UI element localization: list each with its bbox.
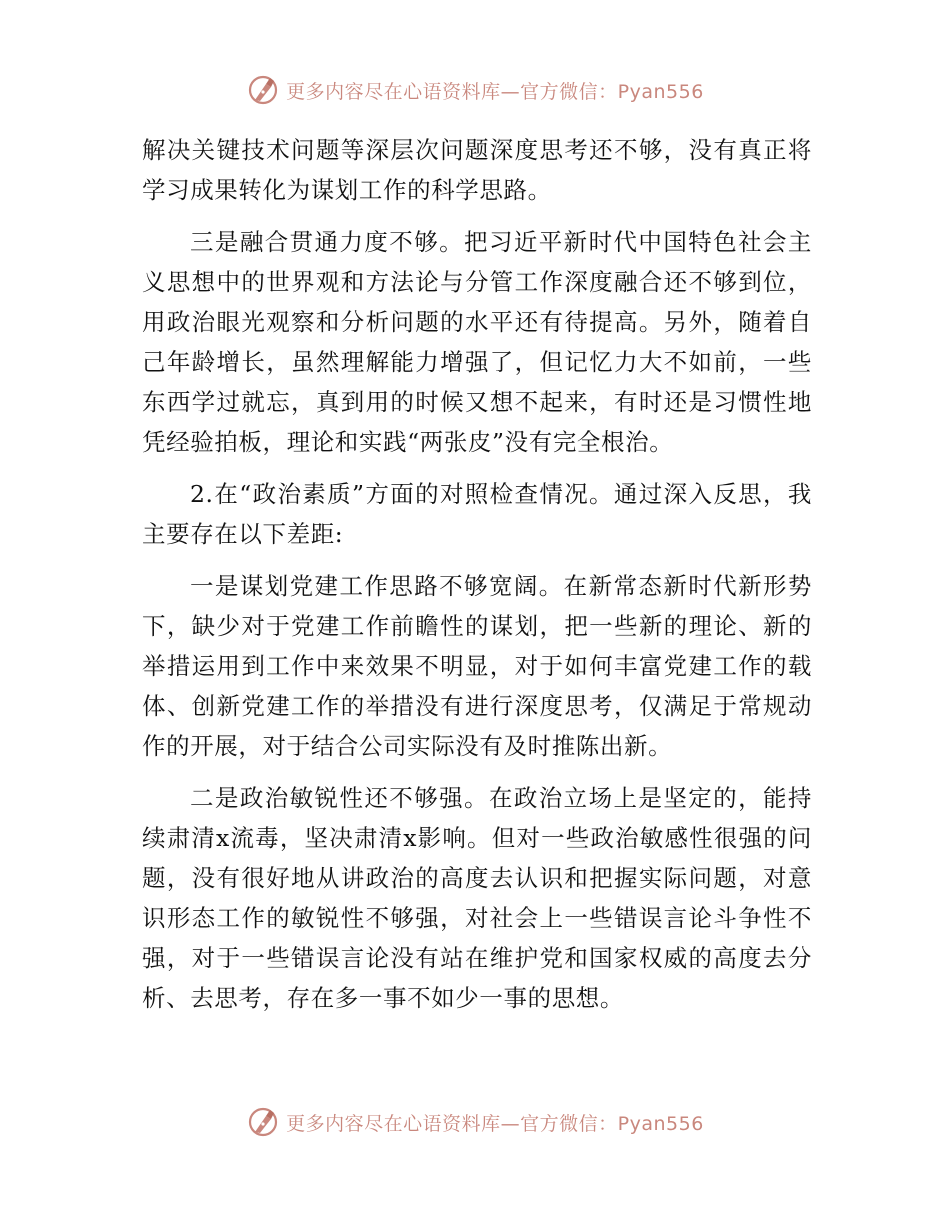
paragraph-4: 一是谋划党建工作思路不够宽阔。在新常态新时代新形势下，缺少对于党建工作前瞻性的谋划，把一些新的理论、新的举措运用到工作中来效果不明显，对于如何丰富党建工作的载体、创新党建工作的举措没有进行深度思考，仅满足于常规动作的开展，对于结合公司实际没有及时推陈出新。 — [142, 572, 812, 760]
watermark-suffix: 官方微信：Pyan556 — [520, 1112, 704, 1135]
watermark-main: 更多内容尽在心语资料库 — [286, 80, 501, 103]
paragraph-3: 2.在“政治素质”方面的对照检查情况。通过深入反思，我主要存在以下差距: — [142, 480, 812, 548]
watermark-suffix: 官方微信：Pyan556 — [520, 80, 704, 103]
paragraph-2: 三是融合贯通力度不够。把习近平新时代中国特色社会主义思想中的世界观和方法论与分管工作深度融合还不够到位，用政治眼光观察和分析问题的水平还有待提高。另外，随着自己年龄增长，虽然理解能力增强了，但记忆力大不如前，一些东西学过就忘，真到用的时候又想不起来，有时还是习惯性地凭经验拍板，理论和实践“两张皮”没有完全根治。 — [142, 228, 812, 456]
pen-nib-circle-icon — [246, 1105, 280, 1139]
pen-nib-circle-icon — [246, 73, 280, 107]
document-body — [142, 130, 812, 1030]
paragraph-1: 解决关键技术问题等深层次问题深度思考还不够，没有真正将学习成果转化为谋划工作的科学思路。 — [142, 136, 812, 204]
paragraph-5: 二是政治敏锐性还不够强。在政治立场上是坚定的，能持续肃清x流毒，坚决肃清x影响。但对一些政治敏感性很强的问题，没有很好地从讲政治的高度去认识和把握实际问题，对意识形态工作的敏锐性不够强，对社会上一些错误言论斗争性不强，对于一些错误言论没有站在维护党和国家权威的高度去分析、去思考，存在多一事不如少一事的思想。 — [142, 784, 812, 1012]
watermark-separator: — — [500, 80, 521, 103]
watermark-header — [0, 70, 950, 110]
watermark-footer — [0, 1102, 950, 1142]
watermark-main: 更多内容尽在心语资料库 — [286, 1112, 501, 1135]
watermark-separator: — — [500, 1112, 521, 1135]
watermark-text — [286, 1109, 704, 1136]
watermark-text — [286, 77, 704, 104]
